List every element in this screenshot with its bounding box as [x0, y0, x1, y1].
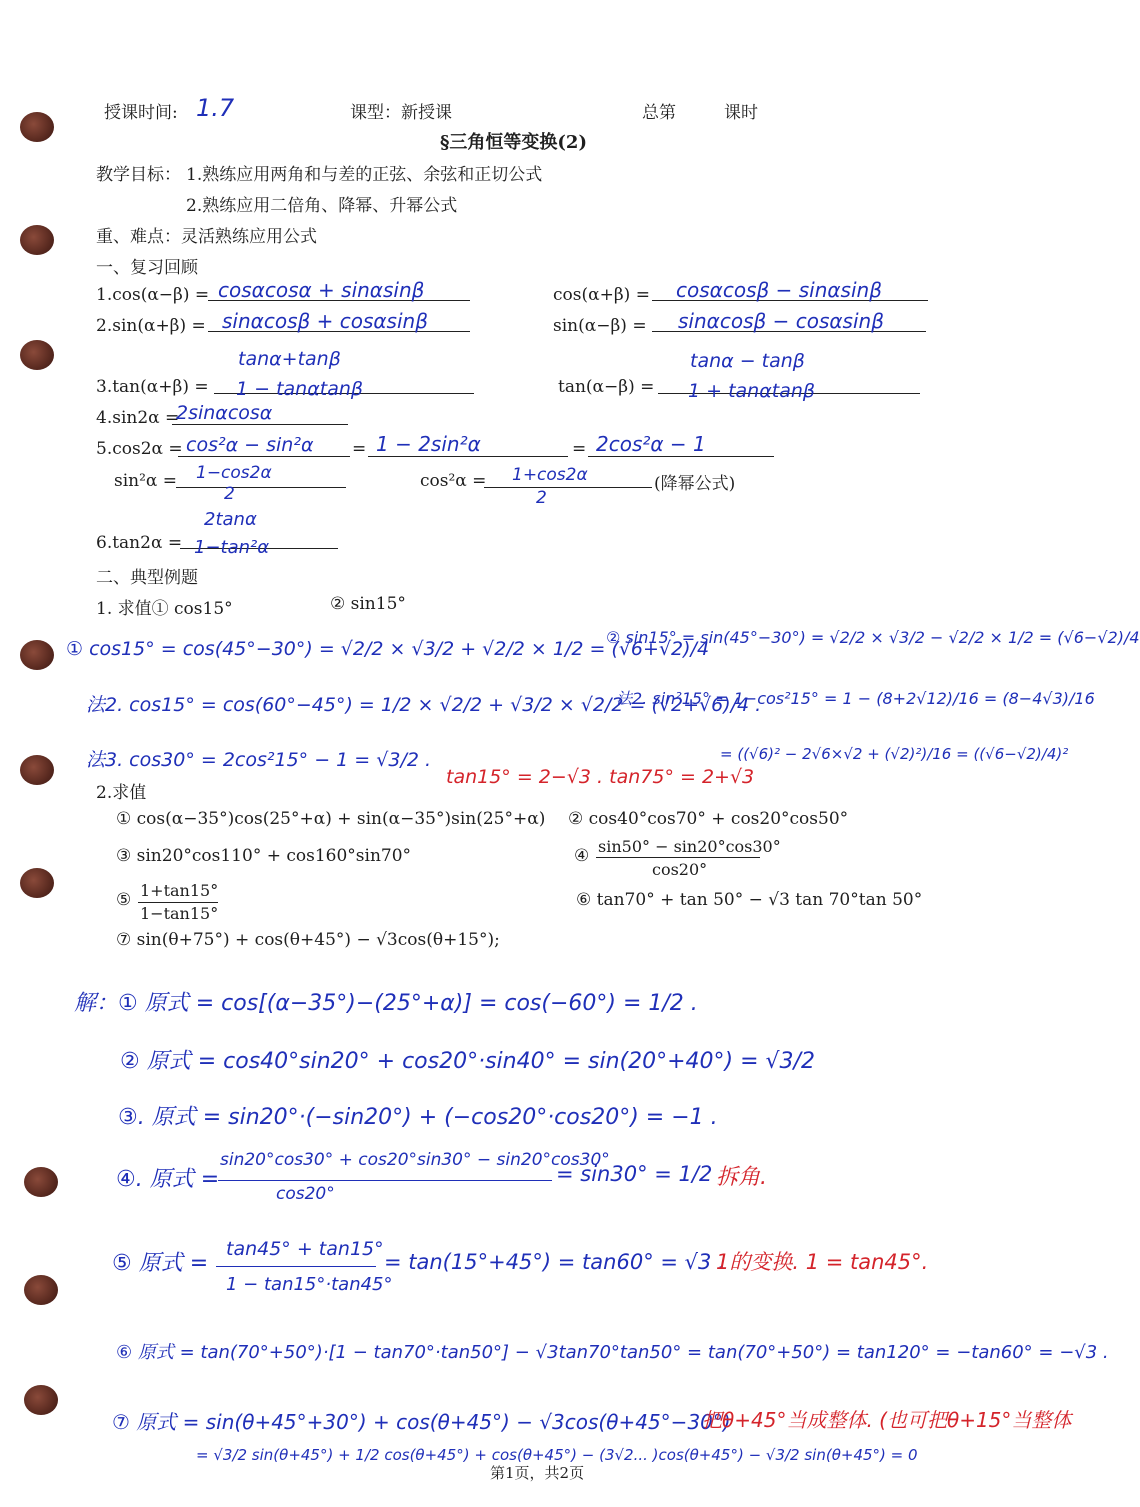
solution-5-denominator: 1 − tan15°·tan45°: [226, 1274, 393, 1295]
answer-sin-minus: sinαcosβ − cosαsinβ: [678, 309, 884, 333]
equals-sign: =: [572, 439, 587, 459]
punch-hole: [20, 868, 54, 898]
question-4-prefix: ④: [574, 846, 590, 866]
solution-3: ③. 原式 = sin20°·(−sin20°) + (−cos20°·cos20°) = −1 .: [118, 1105, 718, 1130]
goal-2: 2.熟练应用二倍角、降幂、升幂公式: [186, 196, 458, 216]
goal-1: 1.熟练应用两角和与差的正弦、余弦和正切公式: [186, 165, 543, 185]
question-5-prefix: ⑤: [116, 890, 132, 910]
ex1-solution-sin15: ② sin15° = sin(45°−30°) = √2/2 × √3/2 − √2/2 × 1/2 = (√6−√2)/4: [606, 628, 1140, 647]
ex1-expansion: = ((√6)² − 2√6×√2 + (√2)²)/16 = ((√6−√2)/4)²: [720, 745, 1069, 763]
equals-sign: =: [352, 439, 367, 459]
answer-cos-squared-den: 2: [536, 488, 547, 508]
time-value: 1.7: [196, 94, 235, 122]
answer-sin-squared-den: 2: [224, 484, 235, 504]
formula-cos-double: 5.cos2α =: [96, 439, 183, 459]
section-review: 一、复习回顾: [96, 258, 198, 278]
page-footer: 第1页，共2页: [490, 1464, 585, 1482]
formula-tan-minus: tan(α−β) =: [558, 377, 655, 397]
formula-sin-minus: sin(α−β) =: [553, 316, 647, 336]
ex1-method2-sin15: 法2. sin²15° = 1−cos²15° = 1 − (8+2√12)/16 = (8−4√3)/16: [616, 689, 1095, 708]
punch-hole: [20, 755, 54, 785]
answer-tan-double-num: 2tanα: [204, 509, 257, 530]
fraction-bar: [596, 857, 760, 858]
answer-tan-plus-den: 1 − tanαtanβ: [236, 378, 364, 400]
punch-hole: [20, 225, 54, 255]
formula-cos-minus: 1.cos(α−β) =: [96, 285, 210, 305]
answer-blank: [484, 487, 652, 488]
punch-hole: [20, 340, 54, 370]
question-3: ③ sin20°cos110° + cos160°sin70°: [116, 846, 412, 866]
answer-blank: [588, 456, 774, 457]
answer-blank: [178, 456, 350, 457]
page-title: §三角恒等变换(2): [440, 132, 587, 153]
answer-blank: [172, 424, 348, 425]
ex1-method2-cos15: 法2. cos15° = cos(60°−45°) = 1/2 × √2/2 + √3/2 × √2/2 = (√2+√6)/4 .: [86, 694, 762, 716]
solution-5-note: 1的变换. 1 = tan45°.: [716, 1250, 929, 1274]
answer-cos-plus: cosαcosβ − sinαsinβ: [676, 278, 882, 302]
question-6: ⑥ tan70° + tan 50° − √3 tan 70°tan 50°: [576, 890, 923, 910]
punch-hole: [24, 1275, 58, 1305]
solution-5-prefix: ⑤ 原式 =: [112, 1251, 209, 1276]
question-2: ② cos40°cos70° + cos20°cos50°: [568, 809, 849, 829]
answer-tan-minus-den: 1 + tanαtanβ: [688, 380, 816, 402]
solution-4-prefix: ④. 原式 =: [116, 1167, 220, 1192]
solution-4-result: = sin30° = 1/2: [556, 1162, 713, 1186]
formula-tan-plus: 3.tan(α+β) =: [96, 377, 209, 397]
solution-2: ② 原式 = cos40°sin20° + cos20°·sin40° = sin(20°+40°) = √3/2: [120, 1049, 815, 1074]
formula-sin-plus: 2.sin(α+β) =: [96, 316, 206, 336]
formula-cos-plus: cos(α+β) =: [553, 285, 650, 305]
answer-cos-double-3: 2cos²α − 1: [596, 432, 706, 456]
example-1-label-2: ② sin15°: [330, 594, 406, 614]
key-points: 重、难点：灵活熟练应用公式: [96, 227, 317, 247]
tan-values-note: tan15° = 2−√3 . tan75° = 2+√3: [446, 766, 755, 788]
solution-4-denominator: cos20°: [276, 1184, 335, 1204]
formula-sin-squared: sin²α =: [114, 471, 178, 491]
answer-sin-plus: sinαcosβ + cosαsinβ: [222, 309, 428, 333]
solution-7-line2: = √3/2 sin(θ+45°) + 1/2 cos(θ+45°) + cos(θ+45°) − (3√2... )cos(θ+45°) − √3/2 sin(θ+45°) = 0: [196, 1446, 918, 1464]
time-label: 授课时间:: [104, 103, 178, 123]
period-label: 课时: [724, 103, 758, 123]
goals-label: 教学目标：: [96, 165, 181, 185]
ex1-method3: 法3. cos30° = 2cos²15° − 1 = √3/2 .: [86, 749, 432, 771]
question-4-numerator: sin50° − sin20°cos30°: [598, 837, 781, 856]
question-5-denominator: 1−tan15°: [140, 904, 219, 923]
example-2-label: 2.求值: [96, 783, 147, 803]
answer-cos-squared-num: 1+cos2α: [512, 465, 588, 485]
solution-5-result: = tan(15°+45°) = tan60° = √3 .: [384, 1250, 725, 1274]
answer-tan-minus-num: tanα − tanβ: [690, 350, 805, 372]
answer-sin-squared-num: 1−cos2α: [196, 463, 272, 483]
answer-tan-double-den: 1−tan²α: [194, 537, 270, 558]
answer-sin-double: 2sinαcosα: [176, 402, 273, 424]
question-7: ⑦ sin(θ+75°) + cos(θ+45°) − √3cos(θ+15°);: [116, 930, 500, 950]
formula-sin-double: 4.sin2α =: [96, 408, 180, 428]
question-5-numerator: 1+tan15°: [140, 881, 219, 900]
total-label: 总第: [642, 103, 676, 123]
reduce-power-note: (降幂公式): [654, 474, 736, 494]
question-4-denominator: cos20°: [652, 860, 708, 879]
answer-cos-double-1: cos²α − sin²α: [186, 434, 314, 456]
ex1-solution-cos15: ① cos15° = cos(45°−30°) = √2/2 × √3/2 + √2/2 × 1/2 = (√6+√2)/4: [66, 638, 710, 660]
formula-tan-double: 6.tan2α =: [96, 533, 183, 553]
section-examples: 二、典型例题: [96, 568, 198, 588]
fraction-bar: [138, 902, 218, 903]
punch-hole: [20, 640, 54, 670]
lesson-type: 课型：新授课: [350, 103, 452, 123]
fraction-bar: [216, 1266, 376, 1267]
fraction-bar: [218, 1180, 552, 1181]
answer-cos-minus: cosαcosα + sinαsinβ: [218, 278, 425, 302]
formula-cos-squared: cos²α =: [420, 471, 487, 491]
punch-hole: [24, 1167, 58, 1197]
question-1: ① cos(α−35°)cos(25°+α) + sin(α−35°)sin(25°+α): [116, 809, 546, 829]
solution-4-numerator: sin20°cos30° + cos20°sin30° − sin20°cos30°: [220, 1150, 610, 1170]
punch-hole: [24, 1385, 58, 1415]
solution-4-note: 拆角.: [716, 1165, 767, 1190]
solution-7-note: 把θ+45°当成整体. (也可把θ+15°当整体: [702, 1408, 1072, 1432]
solution-6: ⑥ 原式 = tan(70°+50°)·[1 − tan70°·tan50°] − √3tan70°tan50° = tan(70°+50°) = tan120° = −tan60° = −√3 .: [116, 1342, 1109, 1363]
punch-hole: [20, 112, 54, 142]
solution-5-numerator: tan45° + tan15°: [226, 1238, 384, 1260]
answer-tan-plus-num: tanα+tanβ: [238, 348, 341, 370]
solution-7: ⑦ 原式 = sin(θ+45°+30°) + cos(θ+45°) − √3cos(θ+45°−30°): [112, 1410, 731, 1434]
solution-1: 解：① 原式 = cos[(α−35°)−(25°+α)] = cos(−60°) = 1/2 .: [74, 991, 698, 1016]
answer-blank: [368, 456, 568, 457]
answer-cos-double-2: 1 − 2sin²α: [376, 432, 481, 456]
answer-blank: [176, 487, 346, 488]
example-1-label: 1. 求值① cos15°: [96, 599, 233, 619]
